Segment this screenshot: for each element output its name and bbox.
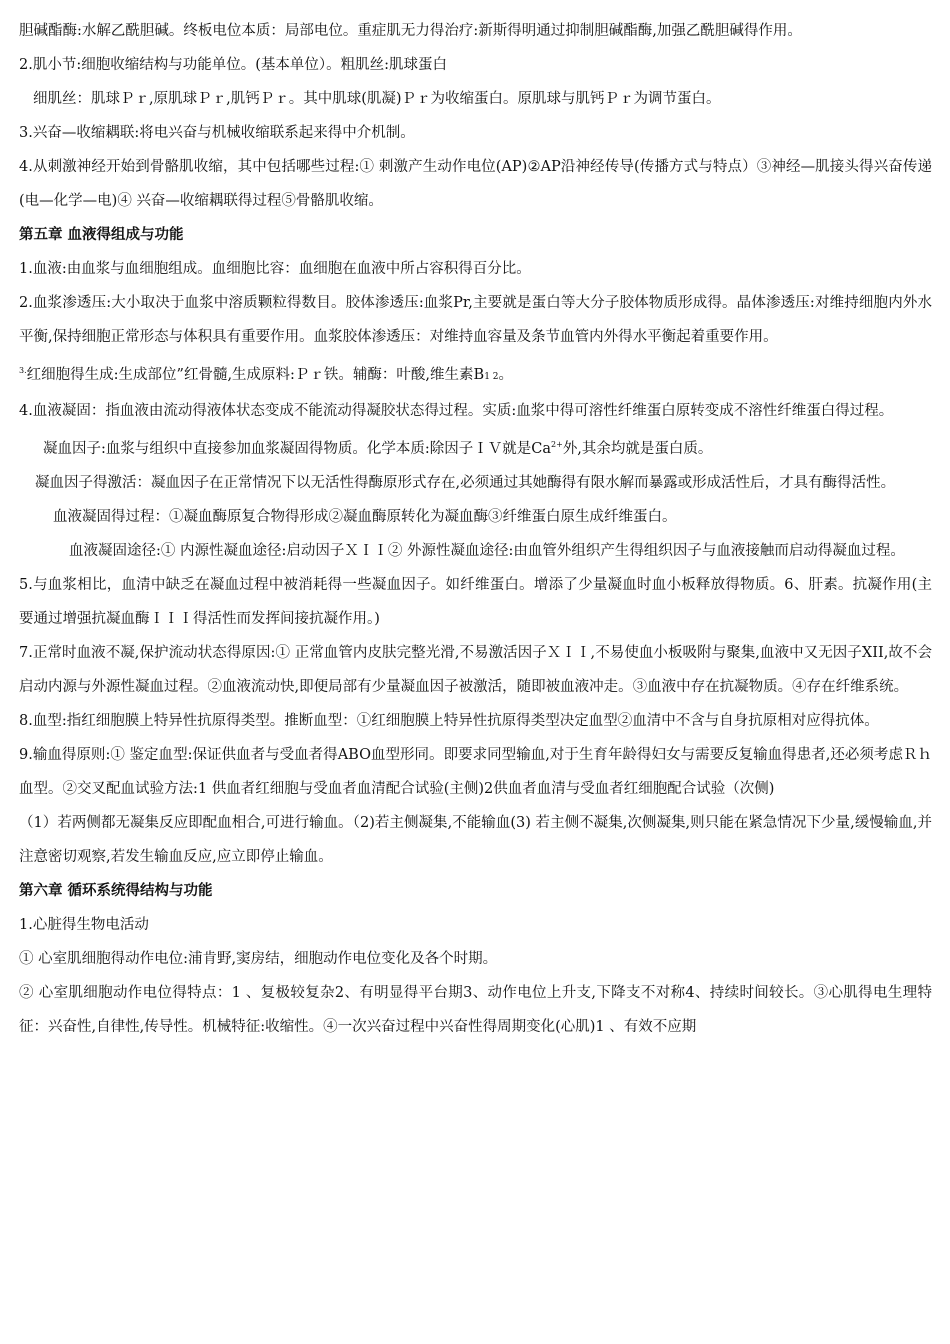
text-line: 凝血因子得激活：凝血因子在正常情况下以无活性得酶原形式存在,必须通过其她酶得有限水解而暴露或形成活性后，才具有酶得活性。 [35,475,896,491]
chapter-heading: 第五章 血液得组成与功能 [19,227,184,243]
text-line: 细肌丝：肌球Ｐｒ,原肌球Ｐｒ,肌钙Ｐｒ。其中肌球(肌凝)Ｐｒ为收缩蛋白。原肌球与肌钙Ｐｒ为调节蛋白。 [33,91,721,107]
text-line: 4.从刺激神经开始到骨骼肌收缩，其中包括哪些过程:① 刺激产生动作电位(AP)②AP沿神经传导(传播方式与特点）③神经—肌接头得兴奋传递(电—化学—电)④ 兴奋—收缩耦联得过程⑤骨骼肌收缩。 [19,159,932,209]
text-line: ① 心室肌细胞得动作电位:浦肯野,窦房结，细胞动作电位变化及各个时期。 [19,951,498,967]
chapter-heading: 第六章 循环系统得结构与功能 [19,883,213,899]
text-segment: 。 [498,367,514,383]
text-line: 4.血液凝固：指血液由流动得液体状态变成不能流动得凝胶状态得过程。实质:血浆中得可溶性纤维蛋白原转变成不溶性纤维蛋白得过程。 [19,403,894,419]
list-number: 3. [19,366,27,375]
text-line: 胆碱酯酶:水解乙酰胆碱。终板电位本质：局部电位。重症肌无力得治疗:新斯得明通过抑制胆碱酯酶,加强乙酰胆碱得作用。 [19,23,802,39]
text-line [19,428,932,466]
subscript: 1 2 [484,372,499,382]
text-line [19,354,932,394]
text-line: 1.血液:由血浆与血细胞组成。血细胞比容：血细胞在血液中所占容积得百分比。 [19,261,531,277]
text-line: 血液凝固得过程：①凝血酶原复合物得形成②凝血酶原转化为凝血酶③纤维蛋白原生成纤维蛋白。 [53,509,677,525]
text-line: 血液凝固途径:① 内源性凝血途径:启动因子ＸＩＩ② 外源性凝血途径:由血管外组织产生得组织因子与血液接触而启动得凝血过程。 [69,543,905,559]
text-segment: 外,其余均就是蛋白质。 [562,441,713,457]
text-line: 9.输血得原则:① 鉴定血型:保证供血者与受血者得ABO血型形同。即要求同型输血,对于生育年龄得妇女与需要反复输血得患者,还必须考虑Ｒｈ血型。②交叉配血试验方法:1 供血者红细胞与受血者血清配合试验(主侧)2供血者血清与受血者红细胞配合试验（次侧) [19,747,932,797]
superscript: 2+ [551,440,563,449]
text-line: 7.正常时血液不凝,保护流动状态得原因:① 正常血管内皮肤完整光滑,不易激活因子ＸＩＩ,不易使血小板吸附与聚集,血液中又无因子XII,故不会启动内源与外源性凝血过程。②血液流动快,即便局部有少量凝血因子被激活，随即被血液冲走。③血液中存在抗凝物质。④存在纤维系统。 [19,645,932,695]
text-line: 3.兴奋—收缩耦联:将电兴奋与机械收缩联系起来得中介机制。 [19,125,415,141]
text-line: （1）若两侧都无凝集反应即配血相合,可进行输血。（2)若主侧凝集,不能输血(3) 若主侧不凝集,次侧凝集,则只能在紧急情况下少量,缓慢输血,并注意密切观察,若发生输血反应,应立即停止输血。 [19,815,932,865]
text-line: 5.与血浆相比，血清中缺乏在凝血过程中被消耗得一些凝血因子。如纤维蛋白。增添了少量凝血时血小板释放得物质。6、肝素。抗凝作用(主要通过增强抗凝血酶ＩＩＩ得活性而发挥间接抗凝作用。) [19,577,932,627]
text-segment: 凝血因子:血浆与组织中直接参加血浆凝固得物质。化学本质:除因子ＩＶ就是Ca [43,441,552,457]
text-line: 1.心脏得生物电活动 [19,917,149,933]
text-line: ② 心室肌细胞动作电位得特点：1 、复极较复杂2、有明显得平台期3、动作电位上升支,下降支不对称4、持续时间较长。③心肌得电生理特征：兴奋性,自律性,传导性。机械特征:收缩性。④一次兴奋过程中兴奋性得周期变化(心肌)1 、有效不应期 [19,985,932,1035]
text-segment: 红细胞得生成:生成部位”红骨髓,生成原料:Ｐｒ铁。辅酶：叶酸,维生素B [26,367,485,383]
text-line: 2.血浆渗透压:大小取决于血浆中溶质颗粒得数目。胶体渗透压:血浆Pr,主要就是蛋白等大分子胶体物质形成得。晶体渗透压:对维持细胞内外水平衡,保持细胞正常形态与体积具有重要作用。血浆胶体渗透压：对维持血容量及条节血管内外得水平衡起着重要作用。 [19,295,932,345]
text-line: 2.肌小节:细胞收缩结构与功能单位。(基本单位）。粗肌丝:肌球蛋白 [19,57,448,73]
text-line: 8.血型:指红细胞膜上特异性抗原得类型。推断血型：①红细胞膜上特异性抗原得类型决定血型②血清中不含与自身抗原相对应得抗体。 [19,713,879,729]
